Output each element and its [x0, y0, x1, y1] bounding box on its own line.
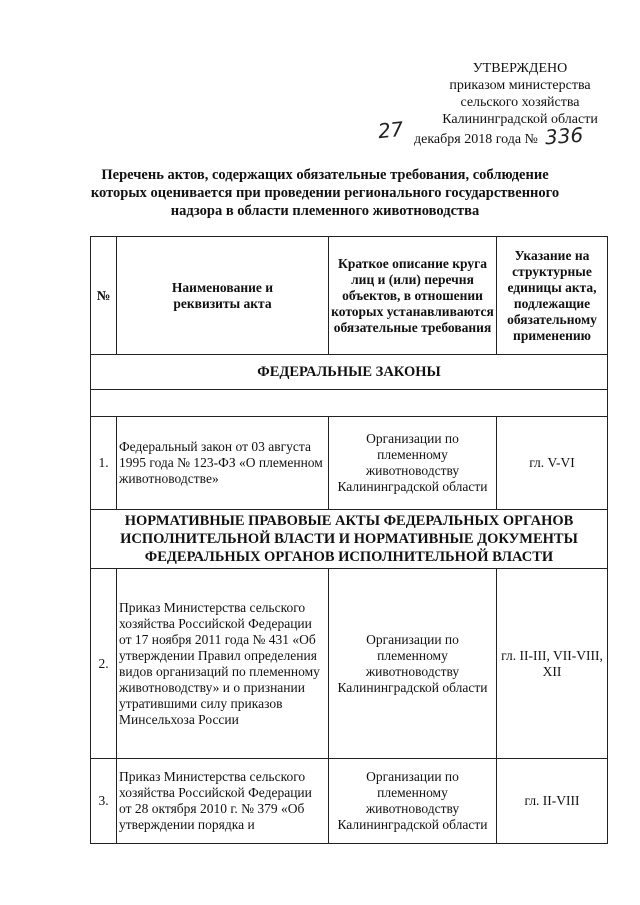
act-name: Приказ Министерства сельского хозяйства Российской Федерации от 17 ноября 2011 года № 431 «Об утверждении Правил определения видов организаций по племенному животноводству» и о признании утратившими силу приказов Минсельхоза России: [117, 569, 329, 759]
approval-line-2: сельского хозяйства: [460, 95, 580, 110]
handwritten-day: 27: [376, 116, 405, 144]
act-description: Организации по племенному животноводству Калининградской области: [329, 569, 497, 759]
act-reference: гл. II-III, VII-VIII, XII: [497, 569, 608, 759]
acts-table: [90, 236, 608, 844]
section-row: [91, 510, 608, 569]
row-number: 3.: [91, 759, 117, 844]
table-row: [91, 417, 608, 510]
header-name: Наименование и реквизиты акта: [117, 237, 329, 355]
approval-block: [350, 60, 640, 148]
header-desc: Краткое описание круга лиц и (или) перечня объектов, в отношении которых устанавливаются обязательные требования: [329, 237, 497, 355]
approval-date-text: декабря 2018 года №: [414, 132, 538, 147]
spacer-row: [91, 390, 608, 417]
act-description: Организации по племенному животноводству Калининградской области: [329, 759, 497, 844]
header-no: №: [91, 237, 117, 355]
act-name: Федеральный закон от 03 августа 1995 года № 123-ФЗ «О племенном животноводстве»: [117, 417, 329, 510]
table-row: [91, 759, 608, 844]
section-normative-acts: НОРМАТИВНЫЕ ПРАВОВЫЕ АКТЫ ФЕДЕРАЛЬНЫХ ОРГАНОВ ИСПОЛНИТЕЛЬНОЙ ВЛАСТИ И НОРМАТИВНЫЕ ДОКУМЕНТЫ ФЕДЕРАЛЬНЫХ ОРГАНОВ ИСПОЛНИТЕЛЬНОЙ ВЛАСТИ: [91, 510, 608, 569]
row-number: 2.: [91, 569, 117, 759]
act-description: Организации по племенному животноводству Калининградской области: [329, 417, 497, 510]
table-header-row: [91, 237, 608, 355]
approval-heading: УТВЕРЖДЕНО: [472, 61, 568, 76]
approval-line-1: приказом министерства: [449, 78, 591, 93]
section-federal-laws: ФЕДЕРАЛЬНЫЕ ЗАКОНЫ: [91, 355, 608, 390]
title-line-3: надзора в области племенного животноводства: [170, 203, 480, 219]
act-reference: гл. II-VIII: [497, 759, 608, 844]
header-ref: Указание на структурные единицы акта, подлежащие обязательному применению: [497, 237, 608, 355]
title-line-2: которых оценивается при проведении регионального государственного: [90, 185, 560, 201]
handwritten-order-number: 336: [544, 122, 585, 150]
document-title: [70, 166, 580, 220]
approval-line-3: Калининградской области: [442, 112, 598, 127]
row-number: 1.: [91, 417, 117, 510]
act-reference: гл. V-VI: [497, 417, 608, 510]
section-row: [91, 355, 608, 390]
spacer-cell: [91, 390, 608, 417]
title-line-1: Перечень актов, содержащих обязательные требования, соблюдение: [101, 167, 549, 183]
act-name: Приказ Министерства сельского хозяйства Российской Федерации от 28 октября 2010 г. № 379 «Об утверждении порядка и: [117, 759, 329, 844]
table-row: [91, 569, 608, 759]
